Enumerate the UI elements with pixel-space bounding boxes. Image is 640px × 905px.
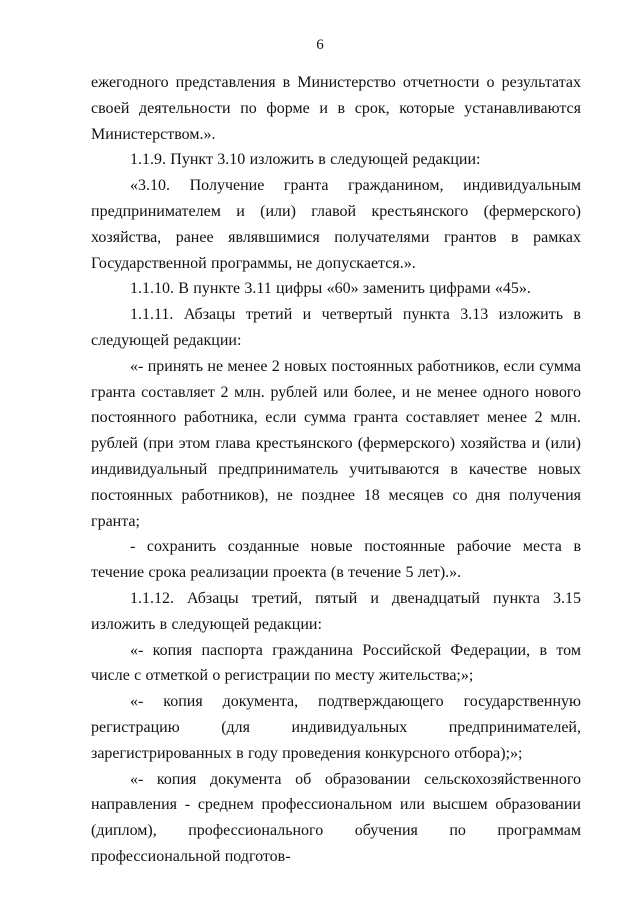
paragraph-1-1-11: 1.1.11. Абзацы третий и четвертый пункта 3.13 изложить в следующей редакции: — [91, 306, 581, 349]
paragraph-1-1-10: 1.1.10. В пункте 3.11 цифры «60» заменить цифрами «45». — [130, 280, 531, 298]
paragraph-registration-copy: «- копия документа, подтверждающего государственную регистрацию (для индивидуальных предпринимателей, зарегистрированных в году проведения конкурсного отбора);»; — [91, 693, 581, 762]
paragraph-education-copy: «- копия документа об образовании сельскохозяйственного направления - среднем профессиональном или высшем образовании (диплом), профессионального обучения по программам профессиональной подготов- — [91, 770, 581, 865]
paragraph-1-1-9: 1.1.9. Пункт 3.10 изложить в следующей редакции: — [130, 151, 481, 169]
paragraph-workers-clause: «- принять не менее 2 новых постоянных работников, если сумма гранта составляет 2 млн. рублей или более, и не менее одного нового постоянного работника, если сумма гранта составляет менее 2 млн. рублей (при этом глава крестьянского (фермерского) хозяйства и (или) индивидуальный предприниматель учитываются в качестве новых постоянных работников), не позднее 18 месяцев со дня получения гранта; — [91, 357, 581, 530]
paragraph-passport-copy: «- копия паспорта гражданина Российской Федерации, в том числе с отметкой о регистрации по месту жительства;»; — [91, 641, 581, 685]
paragraph-1-1-12: 1.1.12. Абзацы третий, пятый и двенадцатый пункта 3.15 изложить в следующей редакции: — [91, 589, 581, 633]
paragraph-3-10-quote: «3.10. Получение гранта гражданином, индивидуальным предпринимателем и (или) главой крестьянского (фермерского) хозяйства, ранее являвшимися получателями грантов в рамках Государственной программы, не допускается.». — [91, 177, 581, 272]
document-body — [91, 70, 581, 870]
paragraph-continuation: ежегодного представления в Министерство отчетности о результатах своей деятельности по форме и в срок, которые устанавливаются Министерством.». — [91, 74, 581, 143]
page-number: 6 — [316, 37, 324, 53]
paragraph-jobs-clause: - сохранить созданные новые постоянные рабочие места в течение срока реализации проекта (в течение 5 лет).». — [91, 538, 581, 582]
